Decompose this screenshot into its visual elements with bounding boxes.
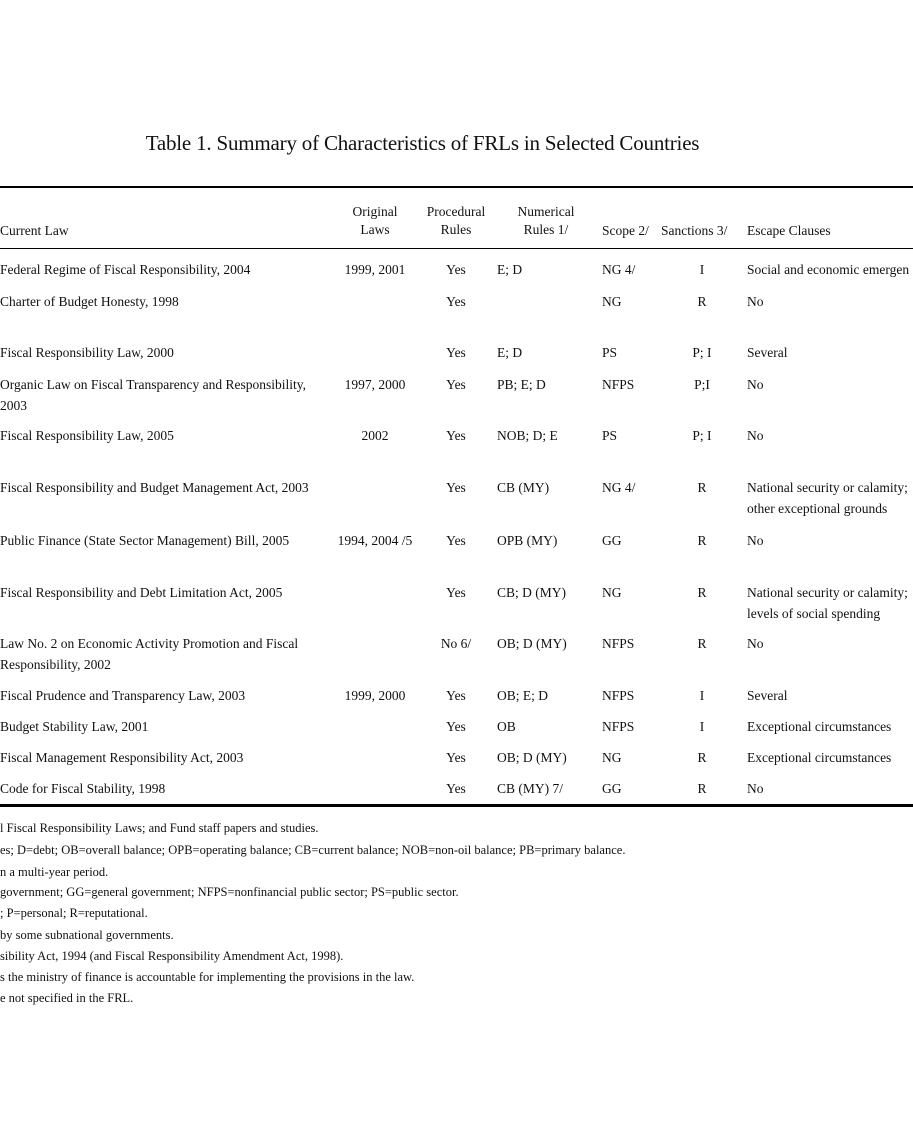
- cell-current-law: Charter of Budget Honesty, 1998: [0, 294, 179, 309]
- cell-current-law: Responsibility, 2002: [0, 657, 111, 672]
- cell-procedural-rules: Yes: [446, 781, 466, 796]
- cell-procedural-rules: Yes: [446, 480, 466, 495]
- cell-numerical-rules: CB (MY) 7/: [497, 781, 564, 796]
- cell-numerical-rules: OB; E; D: [497, 688, 549, 703]
- cell-procedural-rules: Yes: [446, 428, 466, 443]
- header-numerical-rules-line1: Numerical: [517, 204, 575, 219]
- table-note: sibility Act, 1994 (and Fiscal Responsibility Amendment Act, 1998).: [0, 949, 344, 963]
- cell-current-law: Public Finance (State Sector Management) Bill, 2005: [0, 533, 290, 548]
- cell-sanctions: P;I: [694, 377, 710, 392]
- table-note: es; D=debt; OB=overall balance; OPB=operating balance; CB=current balance; NOB=non-oil balance; PB=primary balance.: [0, 843, 626, 857]
- cell-scope: NG 4/: [602, 262, 636, 277]
- cell-escape-clauses: National security or calamity;: [747, 480, 908, 495]
- table-header-rule: [0, 248, 913, 249]
- cell-current-law: Fiscal Responsibility and Budget Management Act, 2003: [0, 480, 309, 495]
- cell-escape-clauses: other exceptional grounds: [747, 501, 888, 516]
- cell-current-law: Fiscal Responsibility and Debt Limitation Act, 2005: [0, 585, 283, 600]
- cell-numerical-rules: E; D: [497, 262, 523, 277]
- cell-procedural-rules: Yes: [446, 688, 466, 703]
- cell-current-law: Budget Stability Law, 2001: [0, 719, 149, 734]
- cell-numerical-rules: OPB (MY): [497, 533, 558, 548]
- cell-sanctions: I: [699, 262, 705, 277]
- cell-current-law: Fiscal Responsibility Law, 2000: [0, 345, 174, 360]
- cell-scope: GG: [602, 533, 622, 548]
- header-current-law: Current Law: [0, 223, 69, 238]
- header-original-laws-line2: Laws: [360, 222, 390, 237]
- cell-escape-clauses: Exceptional circumstances: [747, 750, 892, 765]
- cell-procedural-rules: Yes: [446, 585, 466, 600]
- header-numerical-rules-line2: Rules 1/: [523, 222, 569, 237]
- cell-scope: PS: [602, 428, 618, 443]
- cell-escape-clauses: No: [747, 428, 764, 443]
- cell-escape-clauses: Several: [747, 345, 788, 360]
- header-procedural-rules-line1: Procedural: [426, 204, 486, 219]
- cell-original-laws: 1999, 2000: [344, 688, 406, 703]
- cell-numerical-rules: OB; D (MY): [497, 636, 567, 651]
- cell-sanctions: R: [697, 585, 707, 600]
- header-sanctions: Sanctions 3/: [661, 223, 728, 238]
- cell-scope: NG 4/: [602, 480, 636, 495]
- cell-scope: GG: [602, 781, 622, 796]
- cell-sanctions: P; I: [692, 428, 712, 443]
- cell-current-law: Organic Law on Fiscal Transparency and Responsibility,: [0, 377, 306, 392]
- cell-numerical-rules: NOB; D; E: [497, 428, 558, 443]
- header-original-laws-line1: Original: [352, 204, 398, 219]
- cell-procedural-rules: Yes: [446, 377, 466, 392]
- cell-procedural-rules: Yes: [446, 262, 466, 277]
- table-bottom-rule: [0, 804, 913, 807]
- table-top-rule: [0, 186, 913, 188]
- cell-original-laws: 1999, 2001: [344, 262, 406, 277]
- header-procedural-rules-line2: Rules: [440, 222, 472, 237]
- table-note: n a multi-year period.: [0, 865, 109, 879]
- cell-escape-clauses: Social and economic emergen: [747, 262, 910, 277]
- cell-escape-clauses: No: [747, 377, 764, 392]
- cell-original-laws: 1997, 2000: [344, 377, 406, 392]
- cell-original-laws: 2002: [361, 428, 389, 443]
- cell-numerical-rules: CB (MY): [497, 480, 550, 495]
- cell-current-law: Fiscal Responsibility Law, 2005: [0, 428, 174, 443]
- cell-sanctions: R: [697, 750, 707, 765]
- table-note: l Fiscal Responsibility Laws; and Fund staff papers and studies.: [0, 821, 319, 835]
- cell-current-law: Code for Fiscal Stability, 1998: [0, 781, 166, 796]
- cell-escape-clauses: No: [747, 781, 764, 796]
- cell-scope: NFPS: [602, 377, 635, 392]
- cell-sanctions: R: [697, 480, 707, 495]
- cell-procedural-rules: Yes: [446, 345, 466, 360]
- cell-scope: NFPS: [602, 688, 635, 703]
- cell-escape-clauses: No: [747, 636, 764, 651]
- cell-current-law: Law No. 2 on Economic Activity Promotion and Fiscal: [0, 636, 299, 651]
- cell-numerical-rules: CB; D (MY): [497, 585, 567, 600]
- table-title: Table 1. Summary of Characteristics of FRLs in Selected Countries: [145, 131, 700, 155]
- cell-procedural-rules: Yes: [446, 294, 466, 309]
- table-note: s the ministry of finance is accountable for implementing the provisions in the law.: [0, 970, 415, 984]
- cell-procedural-rules: Yes: [446, 719, 466, 734]
- cell-scope: NFPS: [602, 636, 635, 651]
- cell-scope: NG: [602, 585, 622, 600]
- cell-sanctions: R: [697, 294, 707, 309]
- cell-escape-clauses: National security or calamity;: [747, 585, 908, 600]
- cell-procedural-rules: Yes: [446, 750, 466, 765]
- cell-current-law: 2003: [0, 398, 27, 413]
- cell-escape-clauses: No: [747, 533, 764, 548]
- cell-sanctions: R: [697, 781, 707, 796]
- cell-current-law: Federal Regime of Fiscal Responsibility, 2004: [0, 262, 251, 277]
- cell-current-law: Fiscal Management Responsibility Act, 2003: [0, 750, 244, 765]
- cell-scope: NG: [602, 294, 622, 309]
- cell-procedural-rules: No 6/: [440, 636, 472, 651]
- cell-current-law: Fiscal Prudence and Transparency Law, 2003: [0, 688, 246, 703]
- cell-escape-clauses: Exceptional circumstances: [747, 719, 892, 734]
- cell-original-laws: 1994, 2004 /5: [337, 533, 413, 548]
- table-note: by some subnational governments.: [0, 928, 174, 942]
- cell-numerical-rules: OB: [497, 719, 516, 734]
- table-note: e not specified in the FRL.: [0, 991, 134, 1005]
- cell-sanctions: R: [697, 636, 707, 651]
- cell-sanctions: I: [699, 688, 705, 703]
- cell-escape-clauses: No: [747, 294, 764, 309]
- cell-sanctions: I: [699, 719, 705, 734]
- cell-sanctions: R: [697, 533, 707, 548]
- header-scope: Scope 2/: [602, 223, 649, 238]
- cell-numerical-rules: OB; D (MY): [497, 750, 567, 765]
- cell-numerical-rules: PB; E; D: [497, 377, 546, 392]
- cell-procedural-rules: Yes: [446, 533, 466, 548]
- header-escape-clauses: Escape Clauses: [747, 223, 831, 238]
- table-note: government; GG=general government; NFPS=nonfinancial public sector; PS=public sector.: [0, 885, 459, 899]
- cell-numerical-rules: E; D: [497, 345, 523, 360]
- cell-scope: NFPS: [602, 719, 635, 734]
- cell-scope: PS: [602, 345, 618, 360]
- cell-scope: NG: [602, 750, 622, 765]
- cell-sanctions: P; I: [692, 345, 712, 360]
- cell-escape-clauses: levels of social spending: [747, 606, 881, 621]
- table-note: ; P=personal; R=reputational.: [0, 906, 148, 920]
- cell-escape-clauses: Several: [747, 688, 788, 703]
